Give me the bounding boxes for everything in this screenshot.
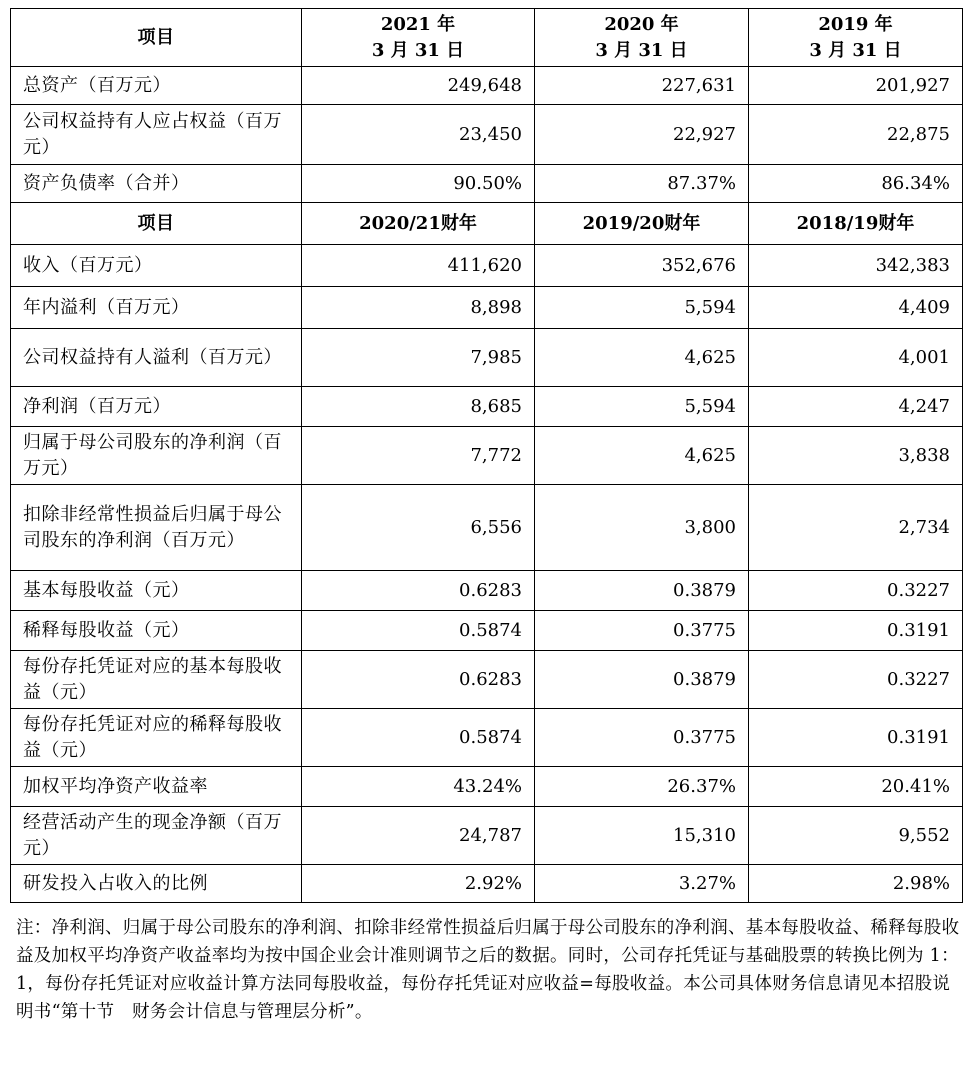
cell-value: 0.3191: [749, 709, 963, 767]
cell-value: 0.3227: [749, 571, 963, 611]
table-row: [11, 287, 963, 329]
cell-value: 0.3775: [535, 709, 749, 767]
table-row: [11, 865, 963, 903]
row-label: 经营活动产生的现金净额（百万元）: [11, 807, 302, 865]
row-label: 基本每股收益（元）: [11, 571, 302, 611]
header-row-income: [11, 203, 963, 245]
cell-value: 5,594: [535, 387, 749, 427]
footnote: 注：净利润、归属于母公司股东的净利润、扣除非经常性损益后归属于母公司股东的净利润、基本每股收益、稀释每股收益及加权平均净资产收益率均为按中国企业会计准则调节之后的数据。同时，公司存托凭证与基础股票的转换比例为 1：1，每份存托凭证对应收益计算方法同每股收益，每份存托凭证对应收益=每股收益。本公司具体财务信息请见本招股说明书“第十节 财务会计信息与管理层分析”。: [16, 918, 960, 1022]
cell-value: 4,001: [749, 329, 963, 387]
cell-value: 0.3191: [749, 611, 963, 651]
cell-value: 249,648: [302, 67, 535, 105]
row-label: 每份存托凭证对应的基本每股收益（元）: [11, 651, 302, 709]
header-col-fy2021: 2020/21财年: [302, 203, 535, 245]
cell-value: 0.6283: [302, 651, 535, 709]
cell-value: 0.3879: [535, 651, 749, 709]
cell-value: 9,552: [749, 807, 963, 865]
cell-value: 26.37%: [535, 767, 749, 807]
header-item-label: 项目: [11, 203, 302, 245]
cell-value: 411,620: [302, 245, 535, 287]
table-row: [11, 427, 963, 485]
cell-value: 201,927: [749, 67, 963, 105]
cell-value: 2,734: [749, 485, 963, 571]
financial-table: [10, 8, 963, 903]
row-label: 年内溢利（百万元）: [11, 287, 302, 329]
cell-value: 15,310: [535, 807, 749, 865]
cell-value: 22,927: [535, 105, 749, 165]
row-label: 公司权益持有人溢利（百万元）: [11, 329, 302, 387]
cell-value: 23,450: [302, 105, 535, 165]
cell-value: 20.41%: [749, 767, 963, 807]
table-row: [11, 245, 963, 287]
cell-value: 4,247: [749, 387, 963, 427]
cell-value: 0.5874: [302, 709, 535, 767]
row-label: 加权平均净资产收益率: [11, 767, 302, 807]
cell-value: 8,898: [302, 287, 535, 329]
header-col-fy2019: 2018/19财年: [749, 203, 963, 245]
cell-value: 5,594: [535, 287, 749, 329]
table-row: [11, 329, 963, 387]
table-row: [11, 67, 963, 105]
cell-value: 342,383: [749, 245, 963, 287]
cell-value: 0.3227: [749, 651, 963, 709]
cell-value: 0.5874: [302, 611, 535, 651]
cell-value: 43.24%: [302, 767, 535, 807]
row-label: 收入（百万元）: [11, 245, 302, 287]
row-label: 归属于母公司股东的净利润（百万元）: [11, 427, 302, 485]
cell-value: 22,875: [749, 105, 963, 165]
row-label: 公司权益持有人应占权益（百万元）: [11, 105, 302, 165]
cell-value: 6,556: [302, 485, 535, 571]
table-row: [11, 709, 963, 767]
cell-value: 24,787: [302, 807, 535, 865]
cell-value: 4,625: [535, 427, 749, 485]
row-label: 净利润（百万元）: [11, 387, 302, 427]
cell-value: 7,985: [302, 329, 535, 387]
cell-value: 4,409: [749, 287, 963, 329]
cell-value: 227,631: [535, 67, 749, 105]
table-row: [11, 387, 963, 427]
header-col-2020: 2020 年 3 月 31 日: [535, 9, 749, 67]
cell-value: 0.3879: [535, 571, 749, 611]
header-row-balance: [11, 9, 963, 67]
table-row: [11, 651, 963, 709]
cell-value: 2.98%: [749, 865, 963, 903]
table-row: [11, 571, 963, 611]
cell-value: 352,676: [535, 245, 749, 287]
table-row: [11, 485, 963, 571]
table-row: [11, 767, 963, 807]
cell-value: 4,625: [535, 329, 749, 387]
cell-value: 7,772: [302, 427, 535, 485]
row-label: 扣除非经常性损益后归属于母公司股东的净利润（百万元）: [11, 485, 302, 571]
row-label: 稀释每股收益（元）: [11, 611, 302, 651]
cell-value: 90.50%: [302, 165, 535, 203]
cell-value: 2.92%: [302, 865, 535, 903]
cell-value: 3,838: [749, 427, 963, 485]
cell-value: 86.34%: [749, 165, 963, 203]
cell-value: 3,800: [535, 485, 749, 571]
cell-value: 0.3775: [535, 611, 749, 651]
row-label: 每份存托凭证对应的稀释每股收益（元）: [11, 709, 302, 767]
cell-value: 3.27%: [535, 865, 749, 903]
table-row: [11, 611, 963, 651]
cell-value: 87.37%: [535, 165, 749, 203]
cell-value: 8,685: [302, 387, 535, 427]
row-label: 资产负债率（合并）: [11, 165, 302, 203]
header-col-2021: 2021 年 3 月 31 日: [302, 9, 535, 67]
table-row: [11, 105, 963, 165]
header-col-2019: 2019 年 3 月 31 日: [749, 9, 963, 67]
row-label: 研发投入占收入的比例: [11, 865, 302, 903]
row-label: 总资产（百万元）: [11, 67, 302, 105]
header-col-fy2020: 2019/20财年: [535, 203, 749, 245]
table-row: [11, 807, 963, 865]
cell-value: 0.6283: [302, 571, 535, 611]
table-row: [11, 165, 963, 203]
header-item-label: 项目: [11, 9, 302, 67]
